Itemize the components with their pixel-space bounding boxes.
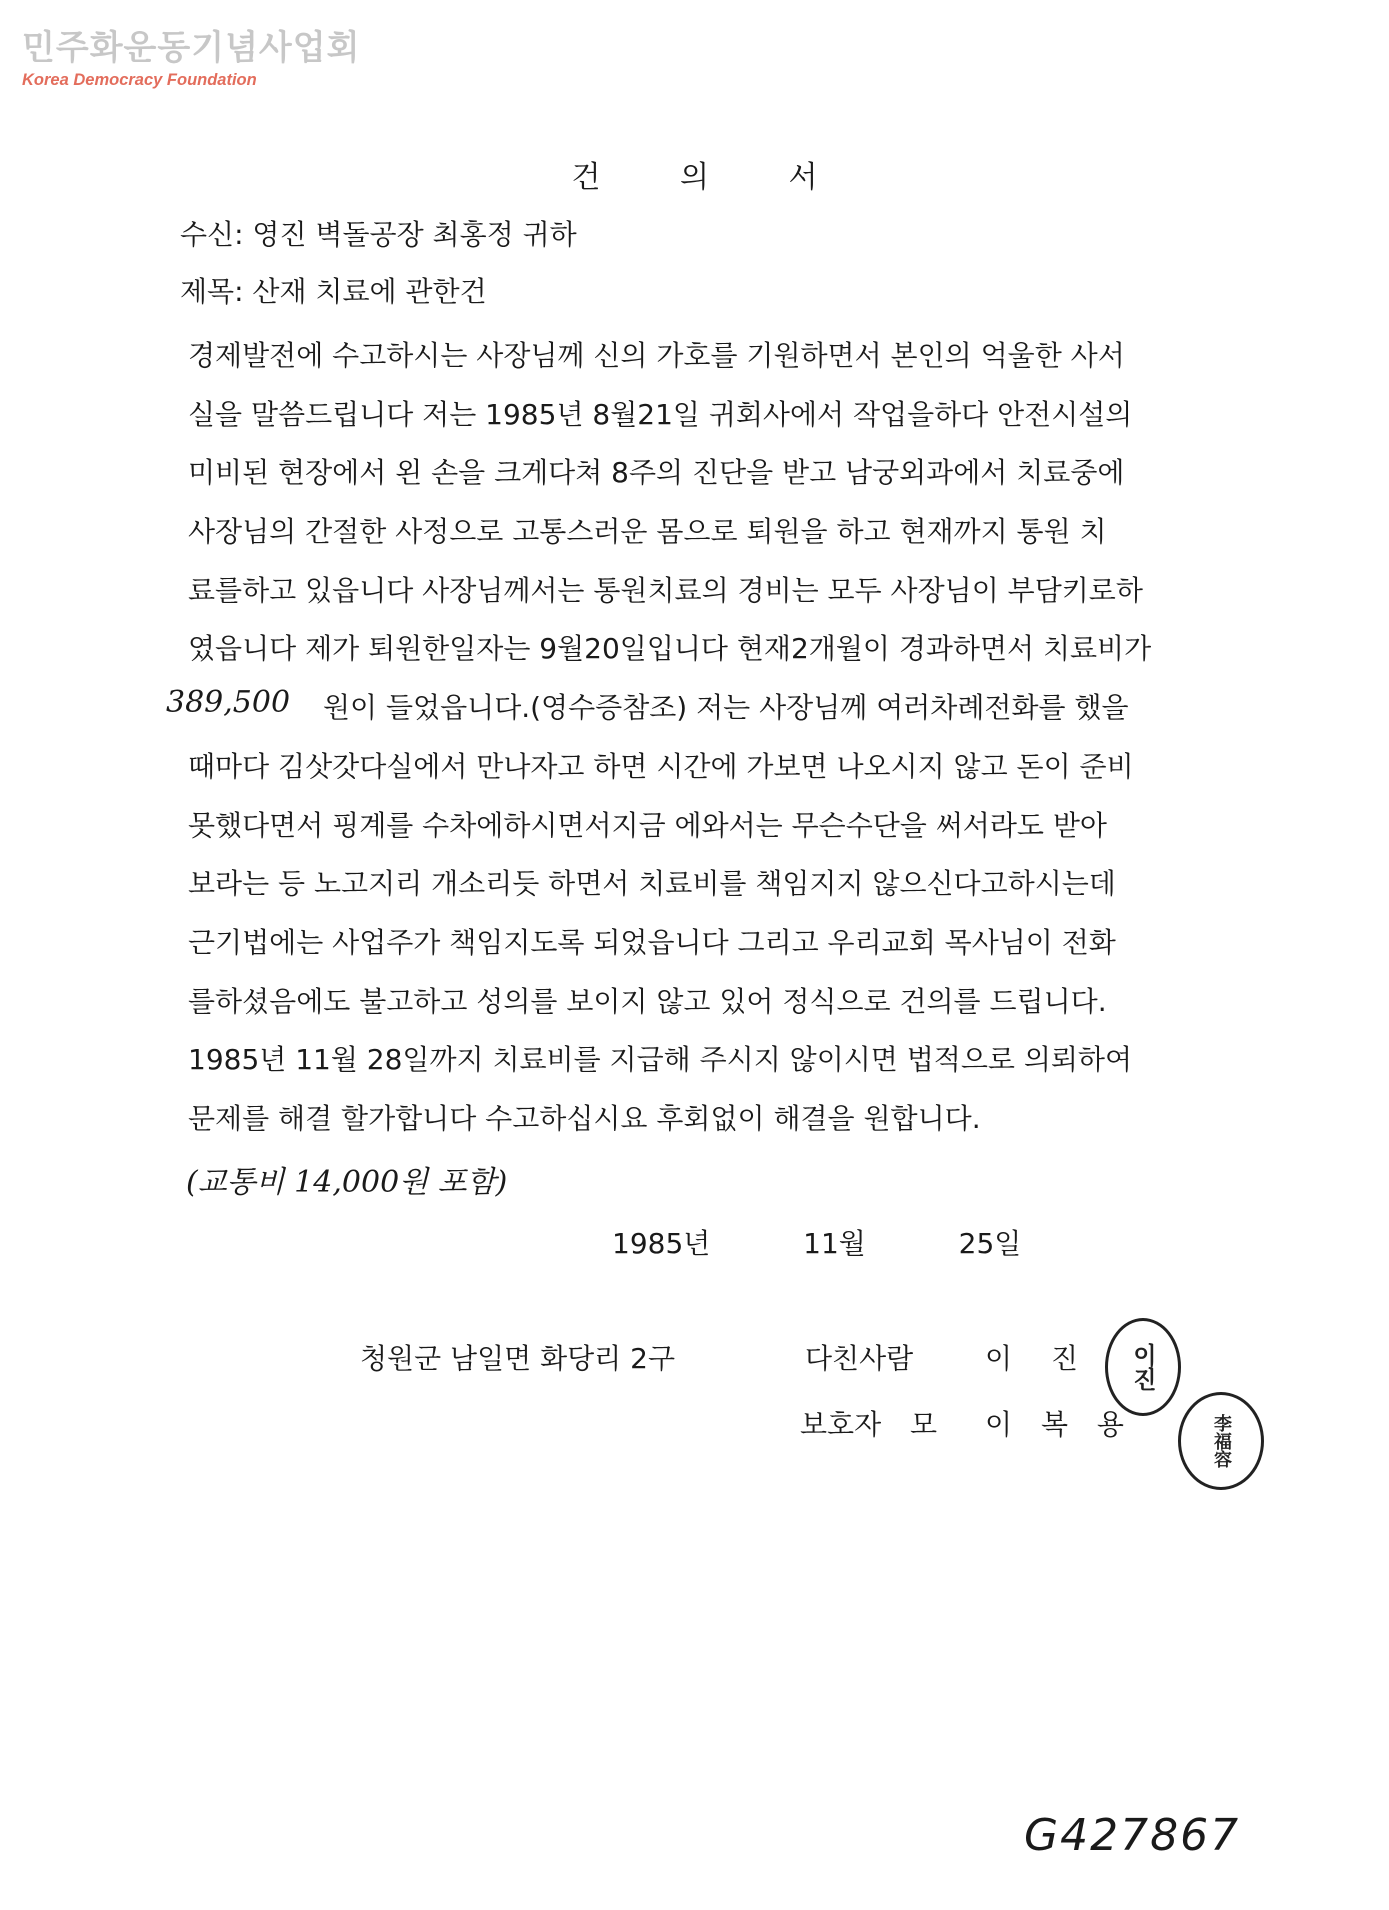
document-title: 건 의 서 (571, 160, 818, 195)
body-line: 사장님의 간절한 사정으로 고통스러운 몸으로 퇴원을 하고 현재까지 통원 치 (188, 515, 1107, 549)
watermark-logo (22, 20, 360, 90)
seal-stamp (1178, 1392, 1264, 1490)
body-line: 실을 말씀드립니다 저는 1985년 8월21일 귀회사에서 작업을하다 안전시설의 (188, 397, 1133, 431)
body-line: 근기법에는 사업주가 책임지도록 되었읍니다 그리고 우리교회 목사님이 전화 (188, 925, 1116, 959)
body-line: 못했다면서 핑계를 수차에하시면서지금 에와서는 무슨수단을 써서라도 받아 (188, 808, 1107, 842)
recipient-line: 수신: 영진 벽돌공장 최홍정 귀하 (180, 218, 577, 251)
subject-line: 제목: 산재 치료에 관한건 (180, 275, 487, 308)
guardian-name: 이 복 용 (985, 1408, 1124, 1441)
body-line: 를하셨음에도 불고하고 성의를 보이지 않고 있어 정식으로 건의를 드립니다. (188, 984, 1107, 1018)
injured-party-name: 이 진 (985, 1342, 1078, 1375)
seal-stamp (1105, 1318, 1181, 1416)
body-line: 였읍니다 제가 퇴원한일자는 9월20일입니다 현재2개월이 경과하면서 치료비가 (188, 632, 1152, 666)
date-month: 11월 (803, 1227, 866, 1260)
guardian-label: 보호자 모 (800, 1408, 938, 1441)
watermark-english: Korea Democracy Foundation (22, 71, 257, 89)
handwritten-amount: 389,500 (166, 685, 291, 720)
injured-party-label: 다친사람 (805, 1342, 914, 1375)
body-line: 료를하고 있읍니다 사장님께서는 통원치료의 경비는 모두 사장님이 부담키로하 (188, 573, 1143, 607)
date-year: 1985년 (612, 1227, 711, 1260)
body-line: 보라는 등 노고지리 개소리듯 하면서 치료비를 책임지지 않으신다고하시는데 (188, 867, 1116, 901)
body-line: 원이 들었읍니다.(영수증참조) 저는 사장님께 여러차례전화를 했을 (323, 691, 1129, 725)
body-line: 경제발전에 수고하시는 사장님께 신의 가호를 기원하면서 본인의 억울한 사서 (188, 339, 1125, 372)
document-date (612, 1222, 1021, 1262)
seal-text: 李福容 (1211, 1414, 1232, 1468)
watermark-korean: 민주화운동기념사업회 (22, 28, 361, 68)
body-line: 때마다 김삿갓다실에서 만나자고 하면 시간에 가보면 나오시지 않고 돈이 준비 (188, 749, 1134, 783)
body-line: 미비된 현장에서 왼 손을 크게다쳐 8주의 진단을 받고 남궁외과에서 치료중에 (188, 456, 1125, 490)
seal-text: 이진 (1128, 1343, 1158, 1391)
body-line: 문제를 해결 할가합니다 수고하십시요 후회없이 해결을 원합니다. (188, 1101, 981, 1135)
letter-body (188, 327, 1276, 1149)
body-line: 1985년 11월 28일까지 치료비를 지급해 주시지 않이시면 법적으로 의뢰하여 (188, 1043, 1133, 1077)
sender-address: 청원군 남일면 화당리 2구 (360, 1342, 675, 1375)
document-serial-number: G427867 (1024, 1810, 1241, 1861)
date-day: 25일 (958, 1227, 1022, 1260)
handwritten-note: (교통비 14,000원 포함) (186, 1165, 508, 1200)
